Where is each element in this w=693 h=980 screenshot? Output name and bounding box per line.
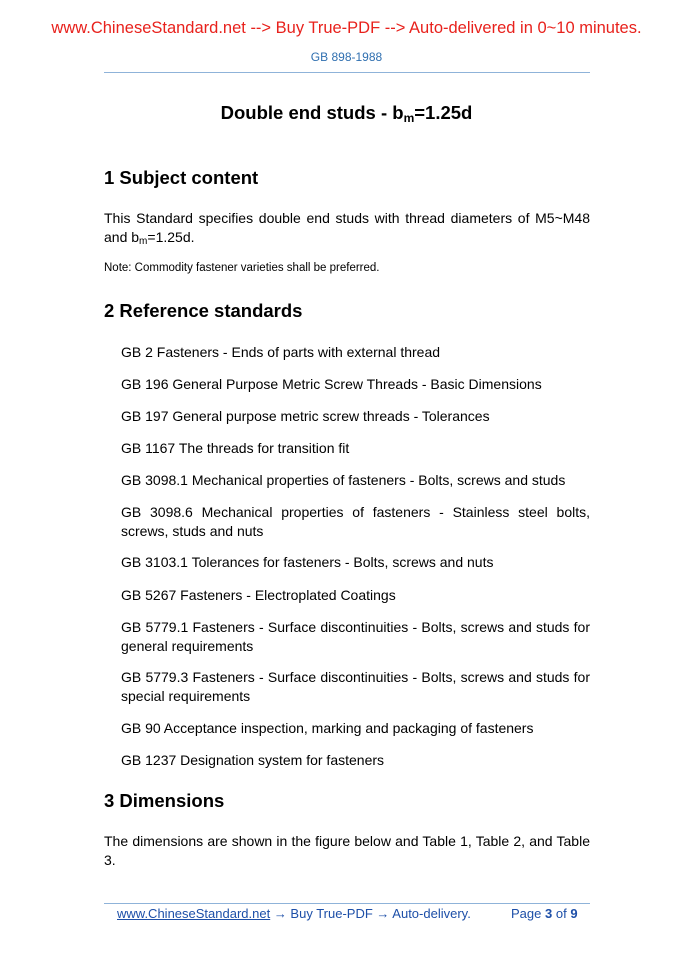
- reference-item: GB 3103.1 Tolerances for fasteners - Bolts, screws and nuts: [121, 554, 494, 570]
- reference-item: GB 5779.1 Fasteners - Surface discontinuities - Bolts, screws and studs for general requirements: [121, 619, 590, 654]
- footer-promo[interactable]: [117, 906, 471, 921]
- section-3-paragraph: The dimensions are shown in the figure below and Table 1, Table 2, and Table 3.: [104, 833, 590, 868]
- footer-site-link[interactable]: www.ChineseStandard.net: [117, 906, 271, 921]
- reference-item: GB 3098.1 Mechanical properties of fasteners - Bolts, screws and studs: [121, 472, 566, 488]
- reference-item: GB 1167 The threads for transition fit: [121, 440, 350, 456]
- reference-item: GB 1237 Designation system for fasteners: [121, 752, 385, 768]
- reference-item: GB 90 Acceptance inspection, marking and packaging of fasteners: [121, 720, 534, 736]
- promo-banner[interactable]: www.ChineseStandard.net --> Buy True-PDF --> Auto-delivered in 0~10 minutes.: [51, 19, 642, 37]
- document-title: [0, 102, 693, 125]
- title-prefix: Double end studs - b: [220, 102, 404, 123]
- footer-link-suffix: → Buy True-PDF → Auto-delivery.: [270, 906, 471, 921]
- section-2-heading: 2 Reference standards: [104, 300, 303, 321]
- standard-code-header: GB 898-1988: [310, 50, 383, 64]
- reference-item: GB 5779.3 Fasteners - Surface discontinuities - Bolts, screws and studs for special requirements: [121, 669, 590, 704]
- reference-item: GB 197 General purpose metric screw threads - Tolerances: [121, 408, 490, 424]
- section-1-note: Note: Commodity fastener varieties shall be preferred.: [104, 262, 380, 274]
- reference-item: GB 3098.6 Mechanical properties of fasteners - Stainless steel bolts, screws, studs and nuts: [121, 504, 590, 539]
- title-suffix: =1.25d: [414, 102, 473, 123]
- title-subscript: m: [403, 111, 415, 125]
- section-1-heading: 1 Subject content: [104, 167, 259, 188]
- page-label: Page: [511, 906, 542, 921]
- section-1-subscript: m: [139, 236, 148, 247]
- page-of: of: [555, 906, 567, 921]
- section-1-text-part1: This Standard specifies double end studs with thread diameters of M5~M48 and b: [104, 210, 590, 245]
- page-current: 3: [545, 906, 553, 921]
- footer-divider: [104, 903, 590, 904]
- reference-item: GB 196 General Purpose Metric Screw Threads - Basic Dimensions: [121, 376, 542, 392]
- reference-item: GB 2 Fasteners - Ends of parts with external thread: [121, 344, 441, 360]
- page-number: [511, 906, 578, 921]
- section-1-text-part2: =1.25d.: [147, 229, 195, 245]
- section-1-paragraph: [104, 209, 590, 251]
- header-divider: [104, 72, 590, 73]
- section-3-heading: 3 Dimensions: [104, 790, 225, 811]
- reference-item: GB 5267 Fasteners - Electroplated Coatings: [121, 587, 396, 603]
- page-total: 9: [570, 906, 578, 921]
